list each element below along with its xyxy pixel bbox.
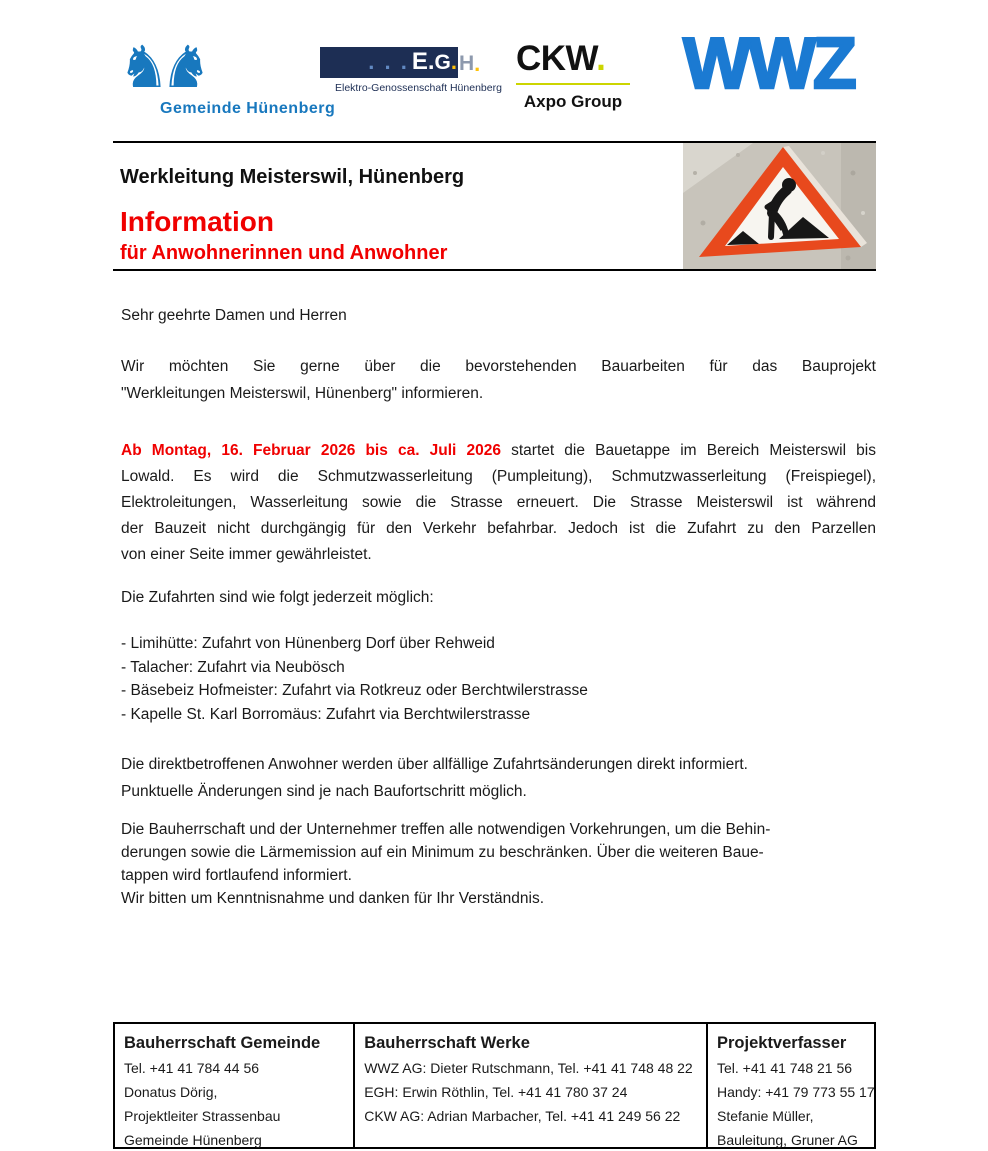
contact-column-title: Bauherrschaft Gemeinde bbox=[124, 1034, 321, 1052]
contact-column-title: Projektverfasser bbox=[717, 1034, 847, 1052]
ckw-letters: CKW bbox=[516, 39, 597, 78]
title-block bbox=[0, 142, 988, 269]
contact-column-bauherrschaft-gemeinde bbox=[115, 1024, 353, 1147]
ckw-underline bbox=[516, 83, 630, 85]
egh-caption: Elektro-Genossenschaft Hünenberg bbox=[335, 82, 502, 94]
egh-letter-h: H bbox=[459, 52, 475, 75]
page-title: Werkleitung Meisterswil, Hünenberg bbox=[120, 166, 465, 188]
schedule-highlight: Ab Montag, 16. Februar 2026 bis ca. Juli 2026 bbox=[121, 442, 501, 459]
paragraph-line: Wir bitten um Kenntnisnahme und danken für Ihr Verständnis. bbox=[121, 890, 545, 907]
gemeinde-logo-label: Gemeinde Hünenberg bbox=[160, 100, 336, 117]
contact-column-title: Bauherrschaft Werke bbox=[364, 1034, 530, 1052]
gemeinde-huenenberg-logo bbox=[118, 33, 336, 118]
wwz-logo: WWZ bbox=[683, 24, 854, 104]
contact-line: Handy: +41 79 773 55 17 bbox=[717, 1084, 875, 1100]
contact-line: Stefanie Müller, bbox=[717, 1108, 814, 1124]
horse-heads-emblem bbox=[118, 33, 335, 101]
roadworks-sign-image bbox=[683, 143, 876, 269]
information-subheading: für Anwohnerinnen und Anwohner bbox=[120, 242, 448, 264]
paragraph-line: Punktuelle Änderungen sind je nach Baufortschritt möglich. bbox=[121, 783, 527, 800]
paragraph-line: Die Bauherrschaft und der Unternehmer treffen alle notwendigen Vorkehrungen, um die Behin- bbox=[121, 821, 771, 838]
paragraph-line: Die direktbetroffenen Anwohner werden über allfällige Zufahrtsänderungen direkt informiert. bbox=[121, 756, 748, 773]
list-item: - Talacher: Zufahrt via Neubösch bbox=[121, 658, 345, 676]
contact-line: Tel. +41 41 784 44 56 bbox=[124, 1060, 260, 1076]
closing-paragraph bbox=[121, 818, 876, 910]
ckw-lime-dot: . bbox=[596, 39, 606, 78]
list-item: - Kapelle St. Karl Borromäus: Zufahrt via Berchtwilerstrasse bbox=[121, 705, 531, 723]
horizontal-rule bbox=[113, 269, 876, 271]
list-item: - Limihütte: Zufahrt von Hünenberg Dorf über Rehweid bbox=[121, 635, 495, 652]
intro-paragraph bbox=[121, 353, 876, 407]
access-list bbox=[121, 632, 876, 726]
paragraph-line: Lowald. Es wird die Schmutzwasserleitung (Pumpleitung), Schmutzwasserleitung (Freispiegel), bbox=[121, 468, 876, 485]
egh-yellow-dot: . bbox=[450, 49, 457, 74]
paragraph-line: Elektroleitungen, Wasserleitung sowie die Strasse erneuert. Die Strasse Meisterswil ist während bbox=[121, 494, 876, 511]
horse-head-icon: ♞ bbox=[118, 33, 170, 101]
egh-letter-g: G bbox=[434, 51, 451, 74]
information-heading: Information bbox=[120, 206, 274, 237]
paragraph-line bbox=[121, 438, 876, 464]
contact-column-projektverfasser bbox=[706, 1024, 874, 1147]
paragraph-line: Wir möchten Sie gerne über die bevorstehenden Bauarbeiten für das Bauprojekt bbox=[121, 358, 876, 375]
horse-head-icon: ♞ bbox=[160, 33, 212, 101]
paragraph-line: tappen wird fortlaufend informiert. bbox=[121, 867, 352, 884]
ckw-logo bbox=[516, 39, 630, 112]
notice-paragraph bbox=[121, 751, 876, 805]
access-intro: Die Zufahrten sind wie folgt jederzeit möglich: bbox=[121, 589, 434, 606]
contact-line: Gemeinde Hünenberg bbox=[124, 1132, 262, 1148]
schedule-paragraph bbox=[121, 438, 876, 568]
egh-wordmark bbox=[320, 47, 502, 78]
contact-line: EGH: Erwin Röthlin, Tel. +41 41 780 37 24 bbox=[364, 1084, 628, 1100]
contact-line: Donatus Dörig, bbox=[124, 1084, 218, 1100]
contact-line: Tel. +41 41 748 21 56 bbox=[717, 1060, 853, 1076]
egh-yellow-dot: . bbox=[474, 51, 481, 76]
paragraph-line: derungen sowie die Lärmemission auf ein Minimum zu beschränken. Über die weiteren Baue- bbox=[121, 844, 764, 861]
egh-navy-bar bbox=[320, 47, 458, 78]
contact-line: CKW AG: Adrian Marbacher, Tel. +41 41 249 56 22 bbox=[364, 1108, 681, 1124]
contact-line: Projektleiter Strassenbau bbox=[124, 1108, 281, 1124]
egh-dots: . . . bbox=[368, 49, 409, 74]
contacts-table bbox=[113, 1022, 876, 1149]
contact-line: WWZ AG: Dieter Rutschmann, Tel. +41 41 748 48 22 bbox=[364, 1060, 693, 1076]
ckw-wordmark bbox=[516, 39, 630, 78]
paragraph-line: von einer Seite immer gewährleistet. bbox=[121, 546, 372, 563]
contact-line: Bauleitung, Gruner AG bbox=[717, 1132, 858, 1148]
letter-body bbox=[121, 295, 876, 910]
paragraph-line: "Werkleitungen Meisterswil, Hünenberg" informieren. bbox=[121, 385, 484, 402]
salutation: Sehr geehrte Damen und Herren bbox=[121, 307, 347, 324]
schedule-line-rest: startet die Bauetappe im Bereich Meisterswil bis bbox=[511, 442, 876, 459]
egh-logo bbox=[320, 47, 502, 94]
logo-header bbox=[0, 0, 988, 140]
egh-letter-e: E. bbox=[411, 48, 435, 75]
ckw-group-label: Axpo Group bbox=[523, 92, 623, 111]
paragraph-line: der Bauzeit nicht durchgängig für den Verkehr befahrbar. Jedoch ist die Zufahrt zu den Parzellen bbox=[121, 520, 876, 537]
contact-column-bauherrschaft-werke bbox=[353, 1024, 706, 1147]
list-item: - Bäsebeiz Hofmeister: Zufahrt via Rotkreuz oder Berchtwilerstrasse bbox=[121, 682, 588, 699]
